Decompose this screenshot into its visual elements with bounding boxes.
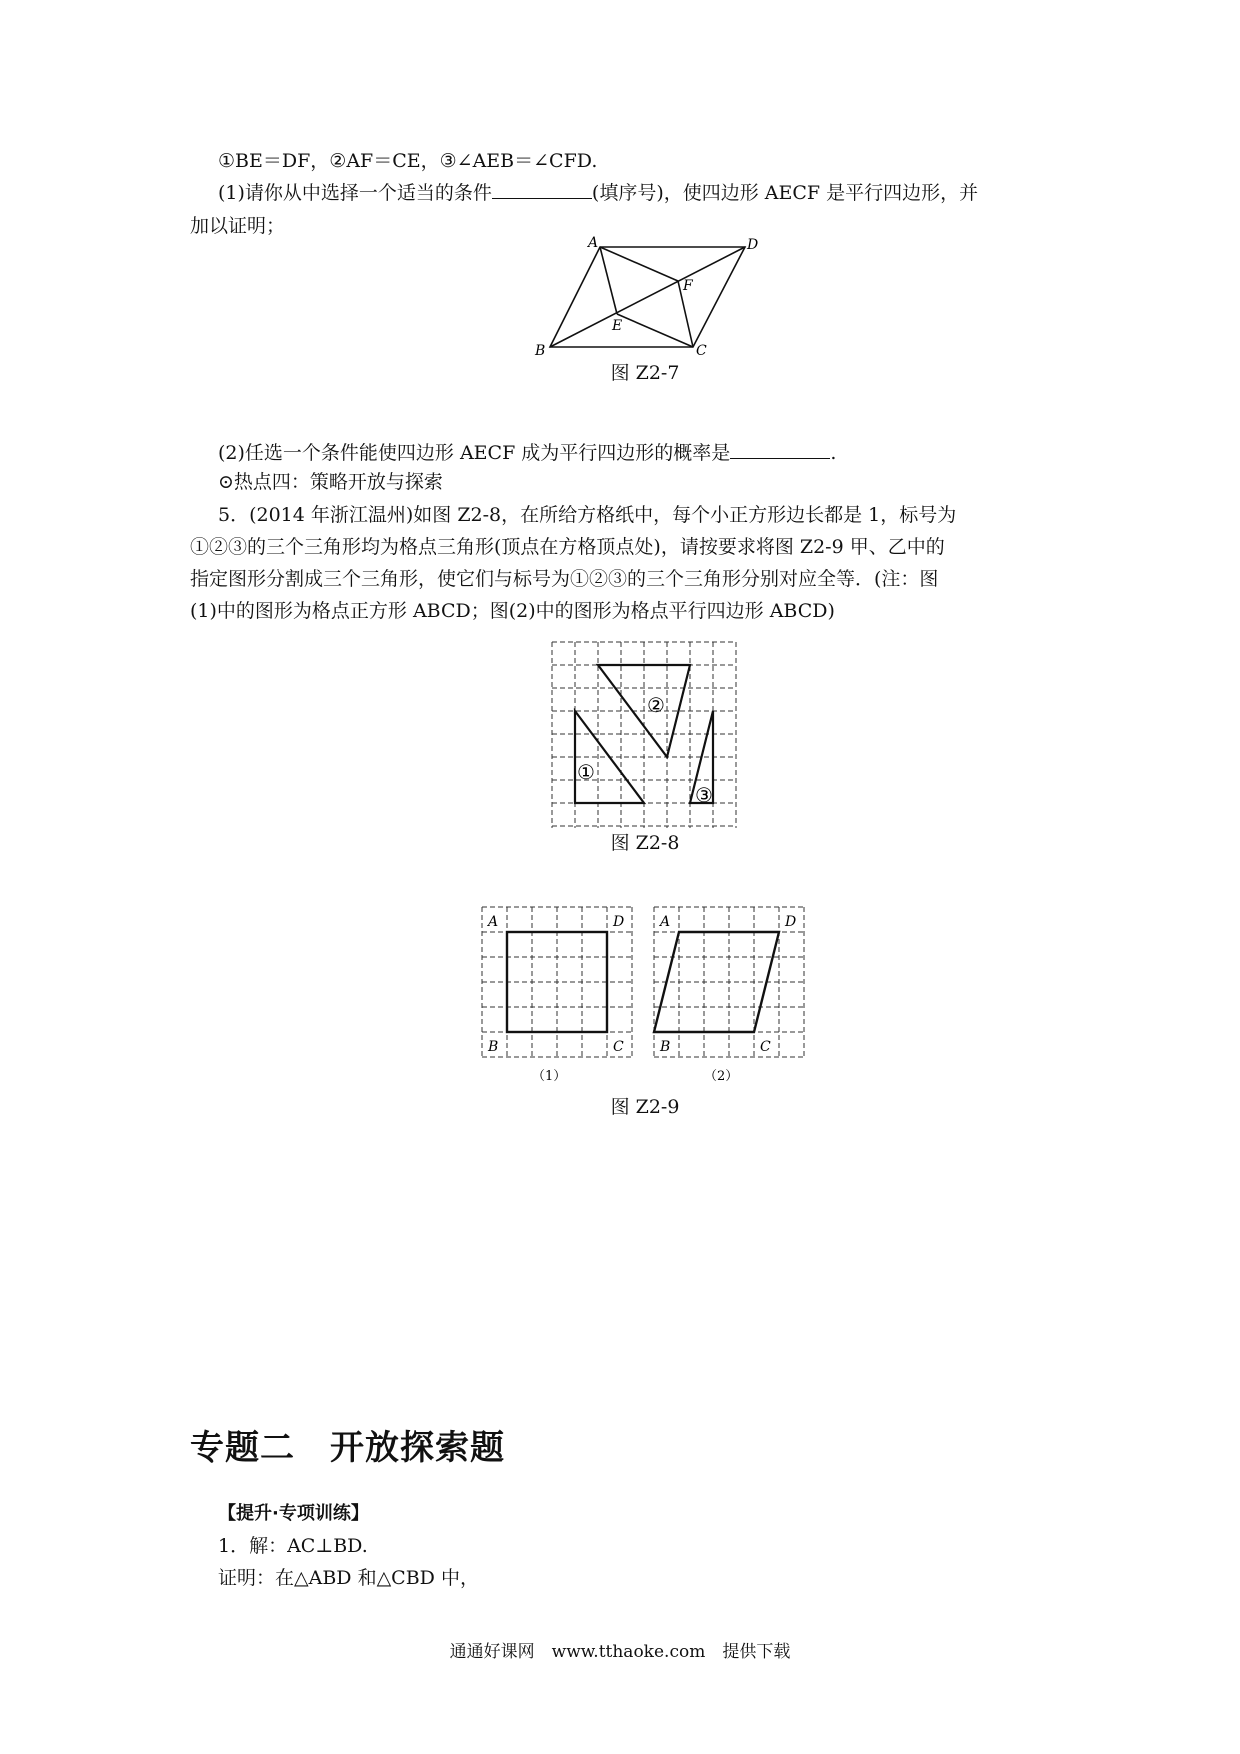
label-e: E [612, 318, 623, 334]
problem-5-line2: ①②③的三个三角形均为格点三角形(顶点在方格顶点处)，请按要求将图 Z2-9 甲、乙中的 [190, 536, 945, 558]
fig9b-label-d: D [785, 914, 797, 930]
problem-5-line1: 5．(2014 年浙江温州)如图 Z2-8，在所给方格纸中，每个小正方形边长都是 1，标号为 [218, 504, 957, 526]
section-subtitle: 【提升·专项训练】 [218, 1503, 369, 1524]
figure-z2-9-part2 [652, 905, 812, 1085]
figure-z2-7 [530, 235, 760, 355]
fig9b-label-c: C [760, 1039, 771, 1055]
fig9a-sublabel: （1） [532, 1069, 567, 1084]
answer-blank-2 [730, 440, 830, 459]
fig9a-label-a: A [488, 914, 499, 930]
hotspot-heading: ⊙热点四：策略开放与探索 [218, 471, 443, 493]
label-c: C [696, 343, 707, 355]
triangle-2-mark: ② [647, 693, 665, 717]
figure-z2-7-caption: 图 Z2-7 [610, 362, 680, 384]
question-2 [218, 437, 1088, 469]
figure-z2-9-part1 [480, 905, 640, 1085]
answer-blank-1 [492, 180, 592, 199]
footer: 通通好课网 www.tthaoke.com 提供下载 [449, 1642, 791, 1662]
triangle-1-mark: ① [577, 760, 595, 784]
problem-5-line4: (1)中的图形为格点正方形 ABCD；图(2)中的图形为格点平行四边形 ABCD) [190, 600, 835, 622]
label-d: D [747, 237, 759, 253]
proof-line: 证明：在△ABD 和△CBD 中， [218, 1567, 479, 1589]
problem-5-line3: 指定图形分割成三个三角形，使它们与标号为①②③的三个三角形分别对应全等．(注：图 [190, 568, 939, 590]
conditions-line: ①BE＝DF，②AF＝CE，③∠AEB＝∠CFD. [218, 150, 598, 172]
fig9b-label-a: A [660, 914, 671, 930]
question-2-end: . [830, 442, 837, 464]
answer-1: 1．解：AC⊥BD. [218, 1535, 368, 1557]
question-1-text: (1)请你从中选择一个适当的条件 [218, 182, 492, 204]
figure-z2-8-caption: 图 Z2-8 [610, 832, 680, 854]
fig9a-label-b: B [488, 1039, 499, 1055]
label-f: F [683, 278, 693, 294]
figure-z2-9-caption: 图 Z2-9 [610, 1096, 680, 1118]
section-title: 专题二 开放探索题 [190, 1428, 505, 1468]
label-a: A [588, 235, 599, 251]
fig9b-label-b: B [660, 1039, 671, 1055]
question-2-text: (2)任选一个条件能使四边形 AECF 成为平行四边形的概率是 [218, 442, 731, 464]
fig9b-sublabel: （2） [704, 1069, 739, 1084]
figure-z2-8 [550, 640, 740, 830]
label-b: B [535, 343, 546, 355]
question-1-text-cont: (填序号)，使四边形 AECF 是平行四边形，并 [591, 182, 979, 204]
question-1 [218, 177, 1088, 209]
triangle-3-mark: ③ [695, 783, 713, 807]
fig9a-label-d: D [613, 914, 625, 930]
fig9a-label-c: C [613, 1039, 624, 1055]
question-1-line2: 加以证明； [190, 215, 286, 237]
